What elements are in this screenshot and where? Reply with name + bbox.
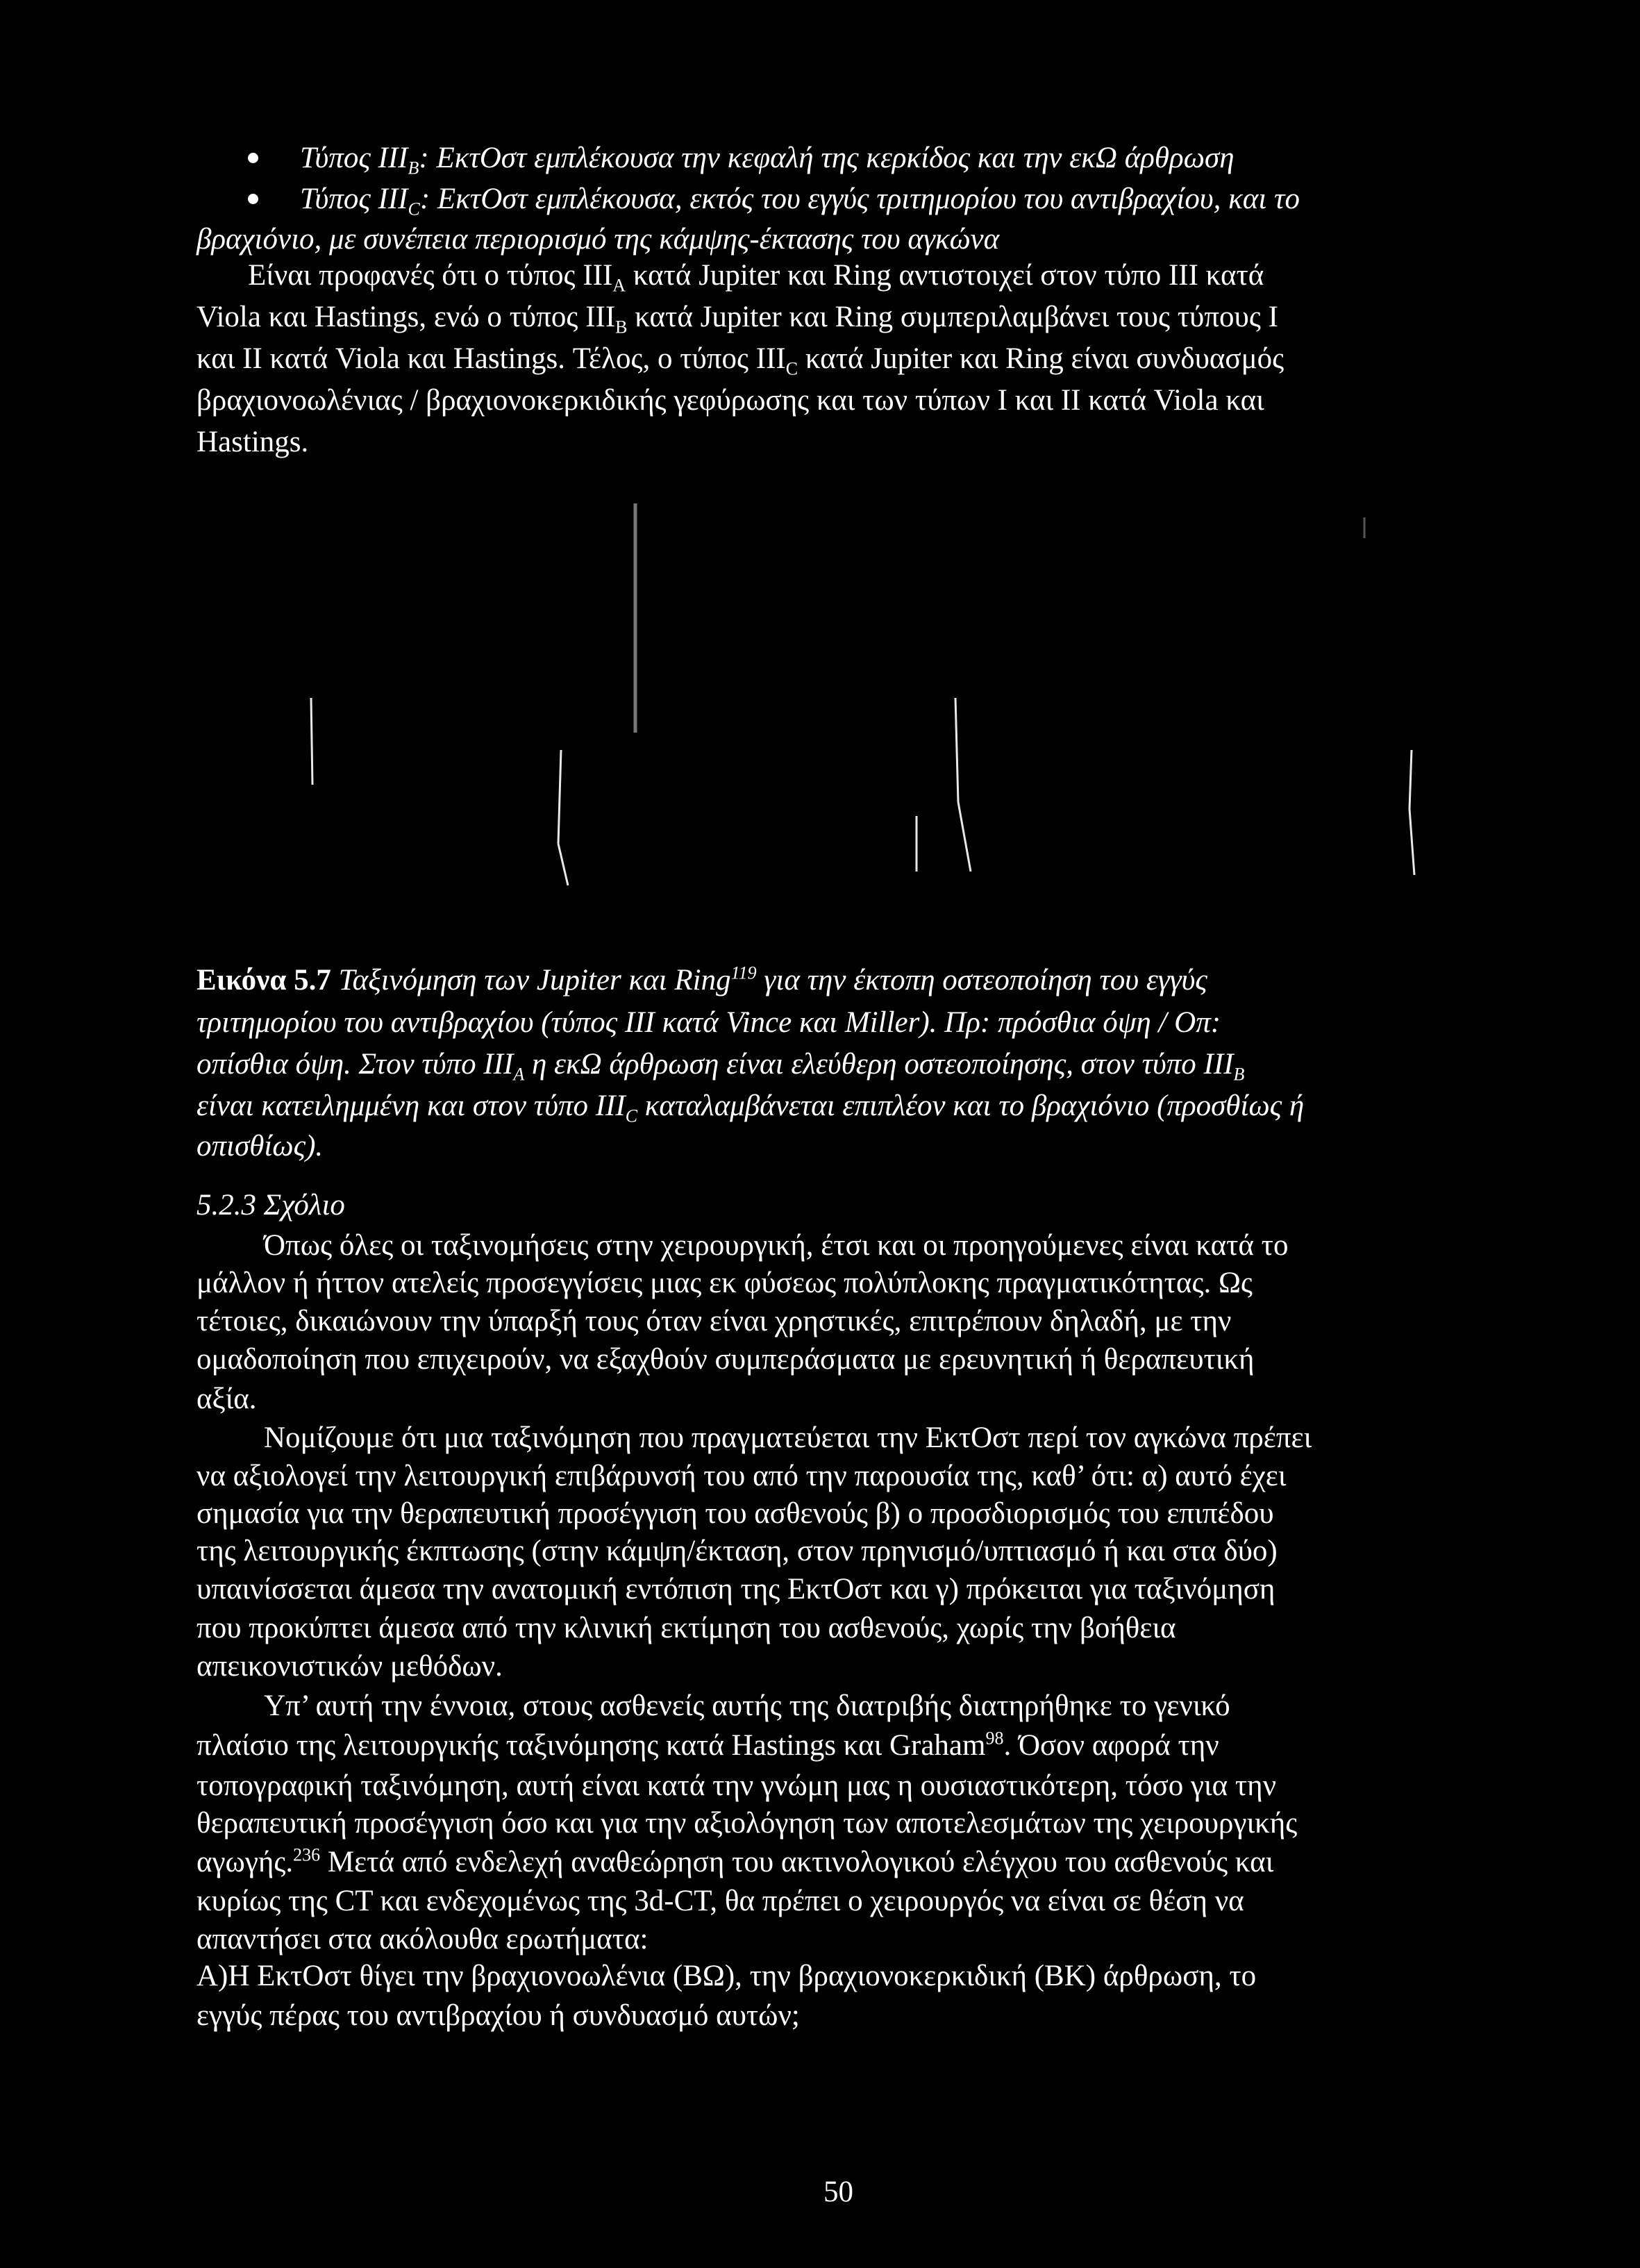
paragraph-line: απαντήσει στα ακόλουθα ερωτήματα:	[196, 1923, 649, 1956]
paragraph-line: της λειτουργικής έκπτωσης (στην κάμψη/έκταση, στον πρηνισμό/υπτιασμό ή και στα δύο)	[196, 1535, 1278, 1567]
paragraph-line: Viola και Hastings, ενώ ο τύπος $III_B$ κατά Jupiter και Ring συμπεριλαμβάνει τους τύπους I	[196, 301, 1278, 337]
paragraph-line: εγγύς πέρας του αντιβραχίου ή συνδυασμό αυτών;	[196, 1999, 800, 2032]
paragraph-line: τοπογραφική ταξινόμηση, αυτή είναι κατά την γνώμη μας η ουσιαστικότερη, τόσο για την	[196, 1769, 1277, 1802]
figure-caption: τριτημορίου του αντιβραχίου (τύπος III κατά Vince και Miller). Πρ: πρόσθια όψη / Οπ:	[196, 1006, 1221, 1039]
figure-caption: οπισθίως).	[196, 1130, 324, 1162]
paragraph-line: Hastings.	[196, 426, 309, 458]
bullet-item: Τύπος $III_C$: ΕκτΟστ εμπλέκουσα, εκτός του εγγύς τριτημορίου του αντιβραχίου, και το	[300, 183, 1300, 219]
section-heading: 5.2.3 Σχόλιο	[196, 1189, 345, 1221]
paragraph-line: που προκύπτει άμεσα από την κλινική εκτίμηση του ασθενούς, χωρίς την βοήθεια	[196, 1612, 1176, 1644]
caption-label: Εικόνα 5.7	[196, 964, 331, 997]
paragraph-line: θεραπευτική προσέγγιση όσο και για την αξιολόγηση των αποτελεσμάτων της χειρουργικής	[196, 1807, 1298, 1840]
figure-caption: οπίσθια όψη. Στον τύπο $III_A$ η εκΩ άρθρωση είναι ελεύθερη οστεοποίησης, στον τύπο $III_B$	[196, 1048, 1245, 1085]
paragraph-line: υπαινίσσεται άμεσα την ανατομική εντόπιση της ΕκτΟστ και γ) πρόκειται για ταξινόμηση	[196, 1573, 1275, 1606]
page-number: 50	[823, 2176, 853, 2208]
paragraph-line: Υπ’ αυτή την έννοια, στους ασθενείς αυτής της διατριβής διατηρήθηκε το γενικό	[264, 1690, 1230, 1722]
figure-caption: Εικόνα 5.7 Ταξινόμηση των Jupiter και Ring$^{119}$ για την έκτοπη οστεοποίηση του εγγύς	[196, 962, 1207, 997]
paragraph-line: Α)Η ΕκτΟστ θίγει την βραχιονοωλένια (ΒΩ), την βραχιονοκερκιδική (ΒΚ) άρθρωση, το	[196, 1960, 1257, 1992]
paragraph-line: αγωγής.$^{236}$ Μετά από ενδελεχή αναθεώρηση του ακτινολογικού ελέγχου του ασθενούς και	[196, 1844, 1274, 1878]
paragraph-line: να αξιολογεί την λειτουργική επιβάρυνσή του από την παρουσία της, καθ’ ότι: α) αυτό έχει	[196, 1460, 1287, 1492]
paragraph-line: Είναι προφανές ότι ο τύπος $III_A$ κατά Jupiter και Ring αντιστοιχεί στον τύπο III κατά	[248, 259, 1264, 296]
paragraph-line: απεικονιστικών μεθόδων.	[196, 1650, 503, 1683]
figure-image	[194, 497, 1444, 941]
paragraph-line: τέτοιες, δικαιώνουν την ύπαρξή τους όταν είναι χρηστικές, επιτρέπουν δηλαδή, με την	[196, 1305, 1232, 1337]
paragraph-line: πλαίσιο της λειτουργικής ταξινόμησης κατά Hastings και Graham$^{98}$. Όσον αφορά την	[196, 1728, 1219, 1762]
paragraph-line: Όπως όλες οι ταξινομήσεις στην χειρουργική, έτσι και οι προηγούμενες είναι κατά το	[264, 1229, 1289, 1262]
paragraph-line: βραχιονοωλένιας / βραχιονοκερκιδικής γεφύρωσης και των τύπων I και II κατά Viola και	[196, 384, 1264, 417]
figure-caption: είναι κατειλημμένη και στον τύπο $III_C$ καταλαμβάνεται επιπλέον και το βραχιόνιο (προσθίως ή	[196, 1090, 1305, 1126]
paragraph-line: μάλλον ή ήττον ατελείς προσεγγίσεις μιας εκ φύσεως πολύπλοκης πραγματικότητας. Ως	[196, 1267, 1253, 1299]
paragraph-line: κυρίως της CT και ενδεχομένως της 3d-CT, θα πρέπει ο χειρουργός να είναι σε θέση να	[196, 1885, 1244, 1917]
paragraph-line: ομαδοποίηση που επιχειρούν, να εξαχθούν συμπεράσματα με ερευνητική ή θεραπευτική	[196, 1343, 1255, 1376]
paragraph-line: και II κατά Viola και Hastings. Τέλος, ο τύπος $III_C$ κατά Jupiter και Ring είναι συνδυασμός	[196, 342, 1285, 379]
paragraph-line: Νομίζουμε ότι μια ταξινόμηση που πραγματεύεται την ΕκτΟστ περί τον αγκώνα πρέπει	[264, 1421, 1312, 1454]
bullet-item: Τύπος $III_B$: ΕκτΟστ εμπλέκουσα την κεφαλή της κερκίδος και την εκΩ άρθρωση	[300, 142, 1235, 178]
bullet-item-continuation: βραχιόνιο, με συνέπεια περιορισμό της κάμψης-έκτασης του αγκώνα	[196, 223, 1000, 256]
paragraph-line: σημασία για την θεραπευτική προσέγγιση του ασθενούς β) ο προσδιορισμός του επιπέδου	[196, 1497, 1274, 1530]
paragraph-line: αξία.	[196, 1383, 257, 1415]
